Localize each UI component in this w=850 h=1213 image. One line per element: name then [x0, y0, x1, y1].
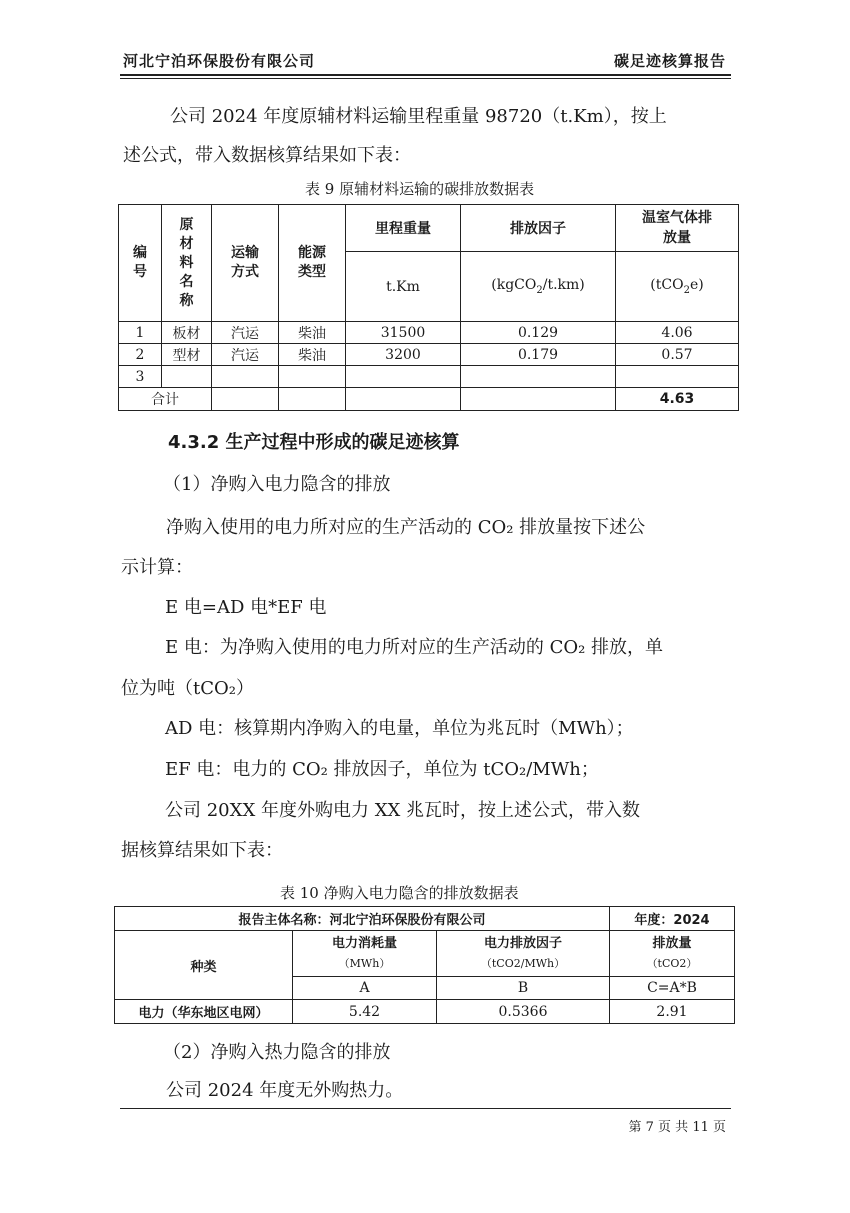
table10-caption: 表 10 净购入电力隐含的排放数据表: [280, 884, 519, 902]
table9-cell-transport: [212, 366, 279, 388]
table9-header-no: 编 号: [119, 205, 162, 322]
section-heading: 4.3.2 生产过程中形成的碳足迹核算: [168, 432, 460, 453]
table9-cell-distance: 31500: [346, 322, 461, 344]
table10-row-factor: 0.5366: [437, 1000, 610, 1024]
table9-cell-ghg: 4.06: [616, 322, 739, 344]
table10-row-consumption: 5.42: [293, 1000, 437, 1024]
table9-cell-energy: [279, 366, 346, 388]
table10-header-emission: 排放量 （tCO2）: [610, 931, 735, 977]
table9-unit-distance: t.Km: [346, 252, 461, 322]
table9-header-energy: 能源 类型: [279, 205, 346, 322]
table9-cell-no: 2: [119, 344, 162, 366]
table9-header-factor: 排放因子: [461, 205, 616, 252]
table9-cell-factor: 0.179: [461, 344, 616, 366]
table10-header-type: 种类: [115, 931, 293, 1000]
table9-cell-distance: [346, 366, 461, 388]
table10-row: [115, 1000, 735, 1024]
table10-row-emission: 2.91: [610, 1000, 735, 1024]
table9-cell-no: 1: [119, 322, 162, 344]
header-rule: [120, 74, 731, 76]
page-number: 第 7 页 共 11 页: [628, 1120, 726, 1135]
table9-cell-ghg: [616, 366, 739, 388]
table9: [118, 204, 739, 411]
table9-unit-ghg: (tCO$_2$e): [616, 252, 739, 322]
header-company: 河北宁泊环保股份有限公司: [123, 52, 316, 70]
table9-total-value: 4.63: [616, 388, 739, 411]
para3: 公司 2024 年度无外购热力。: [166, 1080, 404, 1101]
footer-rule: [120, 1108, 731, 1109]
definition-e-line-1: E 电：为净购入使用的电力所对应的生产活动的 CO₂ 排放，单: [165, 637, 664, 658]
para2-line-2: 据核算结果如下表：: [121, 840, 283, 861]
table9-cell-energy: 柴油: [279, 344, 346, 366]
table9-row: [119, 322, 739, 344]
table9-cell-factor: 0.129: [461, 322, 616, 344]
table10-code-b: B: [437, 977, 610, 1000]
table9-cell-energy: 柴油: [279, 322, 346, 344]
table10-row-label: 电力（华东地区电网）: [115, 1000, 293, 1024]
table10-code-c: C=A*B: [610, 977, 735, 1000]
table9-row: [119, 344, 739, 366]
subsection-1-title: （1）净购入电力隐含的排放: [163, 474, 391, 495]
para2-line-1: 公司 20XX 年度外购电力 XX 兆瓦时，按上述公式，带入数: [165, 800, 641, 821]
table9-cell-material: 板材: [162, 322, 212, 344]
intro-line-2: 述公式，带入数据核算结果如下表：: [123, 145, 411, 166]
definition-ad: AD 电：核算期内净购入的电量，单位为兆瓦时（MWh）；: [165, 718, 634, 739]
table9-header-distance: 里程重量: [346, 205, 461, 252]
table9-header-material: 原 材 料 名 称: [162, 205, 212, 322]
table9-cell-distance: 3200: [346, 344, 461, 366]
definition-e-line-2: 位为吨（tCO₂）: [121, 678, 254, 699]
table9-row: [119, 366, 739, 388]
table9-total-label: 合计: [119, 388, 212, 411]
table9-caption: 表 9 原辅材料运输的碳排放数据表: [305, 180, 535, 198]
table9-cell-factor: [461, 366, 616, 388]
table10-reporter: 报告主体名称：河北宁泊环保股份有限公司: [115, 907, 610, 931]
table10-header-factor: 电力排放因子 （tCO2/MWh）: [437, 931, 610, 977]
para1-line-2: 示计算：: [121, 557, 193, 578]
table10-code-a: A: [293, 977, 437, 1000]
table9-cell-transport: 汽运: [212, 344, 279, 366]
table10-year: 年度：2024: [610, 907, 735, 931]
intro-line-1: 公司 2024 年度原辅材料运输里程重量 98720（t.Km），按上: [170, 106, 667, 127]
table10-header-consumption: 电力消耗量 （MWh）: [293, 931, 437, 977]
table9-cell-ghg: 0.57: [616, 344, 739, 366]
table9-cell-no: 3: [119, 366, 162, 388]
para1-line-1: 净购入使用的电力所对应的生产活动的 CO₂ 排放量按下述公: [166, 517, 646, 538]
table9-unit-factor: (kgCO$_2$/t.km): [461, 252, 616, 322]
header-report-title: 碳足迹核算报告: [613, 52, 726, 70]
table9-cell-material: 型材: [162, 344, 212, 366]
header-rule-thin: [120, 78, 731, 79]
formula: E 电=AD 电*EF 电: [165, 597, 327, 618]
table10: [114, 906, 735, 1024]
table9-cell-material: [162, 366, 212, 388]
definition-ef: EF 电：电力的 CO₂ 排放因子，单位为 tCO₂/MWh；: [165, 759, 599, 780]
subsection-2-title: （2）净购入热力隐含的排放: [163, 1042, 391, 1063]
table9-header-transport: 运输 方式: [212, 205, 279, 322]
table9-header-ghg: 温室气体排 放量: [616, 205, 739, 252]
table9-cell-transport: 汽运: [212, 322, 279, 344]
